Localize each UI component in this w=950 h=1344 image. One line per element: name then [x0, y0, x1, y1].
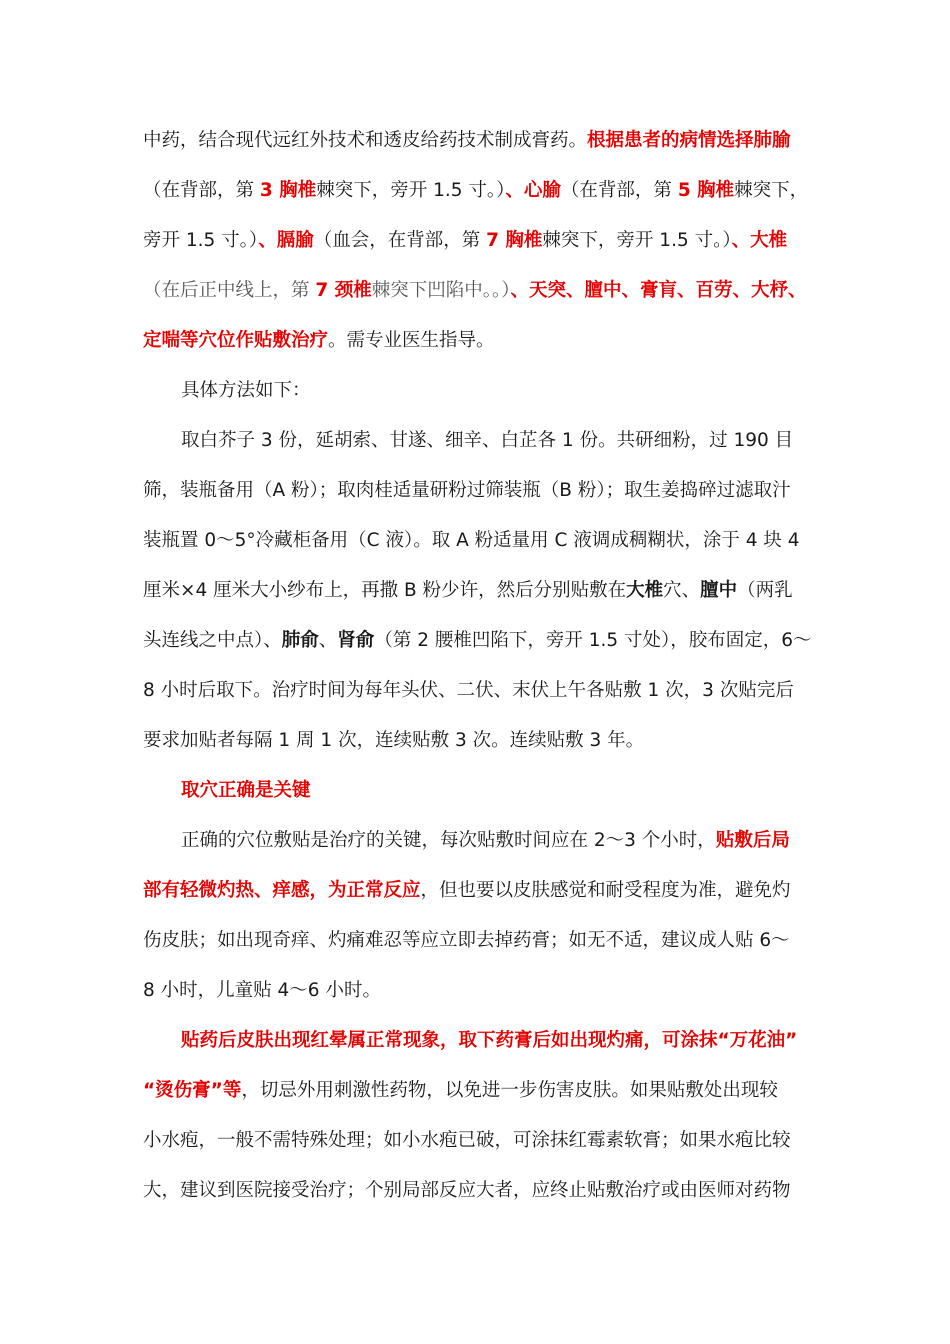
- text-run: 贴药后皮肤出现红晕属正常现象，取下药膏后如出现灼痛，可涂抹“万花油”: [181, 1030, 798, 1051]
- text-line: [143, 478, 813, 504]
- text-line: [143, 578, 813, 604]
- text-run: 头连线之中点）、: [143, 630, 282, 651]
- text-line: [143, 328, 813, 354]
- text-run: 穴、: [663, 580, 701, 601]
- text-line: [143, 728, 813, 754]
- text-run: 装瓶置 0～5°冷藏柜备用（C 液）。取 A 粉适量用 C 液调成稠糊状，涂于 4 块 4: [143, 530, 800, 551]
- text-run: （在背部，第: [560, 180, 678, 201]
- text-run: 大，建议到医院接受治疗；个别局部反应大者，应终止贴敷治疗或由医师对药物: [143, 1180, 791, 1201]
- text-run: 贴敷后局: [715, 830, 790, 851]
- text-run: ，切忌外用刺激性药物，以免进一步伤害皮肤。如果贴敷处出现较: [241, 1080, 778, 1101]
- text-line: [143, 178, 813, 204]
- text-run: 正确的穴位敷贴是治疗的关键，每次贴敷时间应在 2～3 个小时，: [181, 830, 716, 851]
- text-line: [143, 1078, 813, 1104]
- text-run: 取白芥子 3 份，延胡索、甘遂、细辛、白芷各 1 份。共研细粉，过 190 目: [181, 430, 794, 451]
- text-run: （第 2 腰椎凹陷下，旁开 1.5 寸处），胶布固定，6～: [374, 630, 812, 651]
- text-run: 筛，装瓶备用（A 粉）；取肉桂适量研粉过筛装瓶（B 粉）；取生姜捣碎过滤取汁: [143, 480, 791, 501]
- text-run: 肾俞: [337, 630, 375, 651]
- text-run: 大椎: [626, 580, 664, 601]
- text-line: [143, 628, 813, 654]
- text-run: 、膈腧: [258, 230, 314, 251]
- text-line: [143, 678, 813, 704]
- text-run: 、天突、膻中、膏肓、百劳、大杼、: [510, 280, 807, 301]
- text-run: ，但也要以皮肤感觉和耐受程度为准，避免灼: [420, 880, 791, 901]
- text-line: [181, 1028, 813, 1054]
- text-run: 定喘等穴位作贴敷治疗: [143, 330, 329, 351]
- text-run: 棘突下，旁开 1.5 寸。）: [542, 230, 732, 251]
- text-run: 棘突下，: [734, 180, 809, 201]
- text-run: 伤皮肤；如出现奇痒、灼痛难忍等应立即去掉药膏；如无不适，建议成人贴 6～: [143, 930, 790, 951]
- text-run: “烫伤膏”等: [143, 1080, 242, 1101]
- text-run: （在背部，第: [143, 180, 260, 201]
- text-run: 取穴正确是关键: [181, 780, 311, 801]
- text-line: [143, 528, 813, 554]
- text-line: [143, 1178, 813, 1204]
- text-line: [143, 278, 813, 304]
- text-run: 部有轻微灼热、痒感，为正常反应: [143, 880, 421, 901]
- text-run: 具体方法如下：: [181, 380, 311, 401]
- text-run: 棘突下，旁开 1.5 寸。）: [316, 180, 506, 201]
- text-line: [143, 978, 813, 1004]
- text-line: [143, 228, 813, 254]
- text-run: （在后正中线上，第: [143, 280, 316, 301]
- text-run: 小水疱，一般不需特殊处理；如小水疱已破，可涂抹红霉素软膏；如果水疱比较: [143, 1130, 791, 1151]
- text-line: [143, 928, 813, 954]
- text-line: [181, 428, 813, 454]
- text-run: 3 胸椎: [259, 180, 317, 201]
- text-run: 、大椎: [731, 230, 788, 251]
- text-line: [181, 378, 813, 404]
- text-run: 肺俞: [281, 630, 319, 651]
- text-run: 8 小时后取下。治疗时间为每年头伏、二伏、末伏上午各贴敷 1 次，3 次贴完后: [143, 680, 794, 701]
- text-run: 7 颈椎: [315, 280, 372, 301]
- text-line: [181, 828, 813, 854]
- text-run: 膻中: [700, 580, 738, 601]
- text-run: 7 胸椎: [486, 230, 543, 251]
- text-run: 、: [318, 630, 338, 651]
- text-run: （血会，在背部，第: [313, 230, 487, 251]
- text-run: 8 小时，儿童贴 4～6 小时。: [143, 980, 381, 1001]
- text-line: [143, 128, 813, 154]
- text-run: 棘突下凹陷中。。）: [371, 280, 511, 301]
- text-run: 厘米×4 厘米大小纱布上，再撒 B 粉少许，然后分别贴敷在: [143, 580, 627, 601]
- text-line: [143, 1128, 813, 1154]
- text-run: 中药，结合现代远红外技术和透皮给药技术制成膏药。: [143, 130, 588, 151]
- text-line: [143, 878, 813, 904]
- text-run: 要求加贴者每隔 1 周 1 次，连续贴敷 3 次。连续贴敷 3 年。: [143, 730, 645, 751]
- text-run: 5 胸椎: [677, 180, 735, 201]
- text-run: 。需专业医生指导。: [328, 330, 495, 351]
- text-run: 、心腧: [505, 180, 561, 201]
- section-heading: [181, 778, 813, 804]
- text-run: 根据患者的病情选择肺腧: [587, 130, 791, 151]
- text-run: 旁开 1.5 寸。）: [143, 230, 259, 251]
- text-run: （两乳: [737, 580, 793, 601]
